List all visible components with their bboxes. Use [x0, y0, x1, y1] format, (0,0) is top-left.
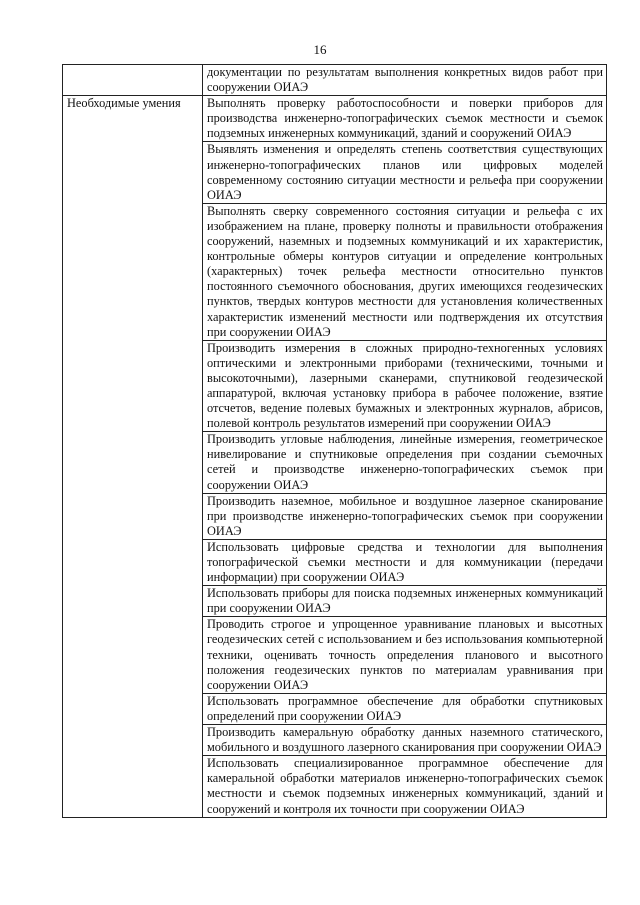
row-text: Использовать программное обеспечение для обработки спутниковых определений при сооружении ОИАЭ: [203, 693, 607, 724]
row-text: Использовать приборы для поиска подземных инженерных коммуникаций при сооружении ОИАЭ: [203, 586, 607, 617]
row-text: документации по результатам выполнения конкретных видов работ при сооружении ОИАЭ: [203, 65, 607, 96]
row-text: Производить наземное, мобильное и воздушное лазерное сканирование при производстве инженерно-топографических съемок при сооружении ОИАЭ: [203, 493, 607, 539]
section-label-required-skills: Необходимые умения: [63, 96, 203, 817]
row-text: Производить измерения в сложных природно-техногенных условиях оптическими и электронными приборами (техническими, точными и высокоточными), лазерными сканерами, спутниковой геодезической аппаратурой, включая установку прибора в рабочее положение, взятие отсчетов, ведение полевых бумажных и электронных журналов, абрисов, полевой контроль результатов измерений при сооружении ОИАЭ: [203, 340, 607, 432]
row-text: Использовать специализированное программное обеспечение для камеральной обработки материалов инженерно-топографических съемок местности и съемок подземных инженерных коммуникаций, зданий и сооружений и контроля их точности при сооружении ОИАЭ: [203, 756, 607, 817]
row-text: Выполнять проверку работоспособности и поверки приборов для производства инженерно-топографических съемок местности и съемок подземных инженерных коммуникаций, зданий и сооружений ОИАЭ: [203, 96, 607, 142]
row-text: Выполнять сверку современного состояния ситуации и рельефа с их изображением на плане, проверку полноты и правильности отображения сооружений, наземных и подземных коммуникаций и их характеристик, контрольные обмеры контуров ситуации и определение контрольных (характерных) точек рельефа местности относительно пунктов постоянного съемочного обоснования, других имеющихся геодезических пунктов, твердых контуров местности для установления количественных характеристик изменений местности или подтверждения их отсутствия при сооружении ОИАЭ: [203, 203, 607, 340]
row-text: Выявлять изменения и определять степень соответствия существующих инженерно-топографических планов или цифровых моделей современному состоянию ситуации местности и рельефа при сооружении ОИАЭ: [203, 142, 607, 203]
row-text: Производить камеральную обработку данных наземного статического, мобильного и воздушного лазерного сканирования при сооружении ОИАЭ: [203, 725, 607, 756]
row-text: Производить угловые наблюдения, линейные измерения, геометрическое нивелирование и спутниковые определения при создании съемочных сетей и производстве инженерно-топографических съемок при сооружении ОИАЭ: [203, 432, 607, 493]
row-text: Использовать цифровые средства и технологии для выполнения топографической съемки местности и для коммуникации (передачи информации) при сооружении ОИАЭ: [203, 539, 607, 585]
page-number: 16: [313, 42, 327, 57]
row-label: [63, 65, 203, 96]
table-row: [63, 65, 607, 96]
row-text: Проводить строгое и упрощенное уравнивание плановых и высотных геодезических сетей с использованием и без использования компьютерной техники, оценивать точность определения планового и высотного положения геодезических пунктов по материалам уравнивания при сооружении ОИАЭ: [203, 617, 607, 693]
table-row: [63, 96, 607, 142]
skills-table: [62, 64, 607, 818]
